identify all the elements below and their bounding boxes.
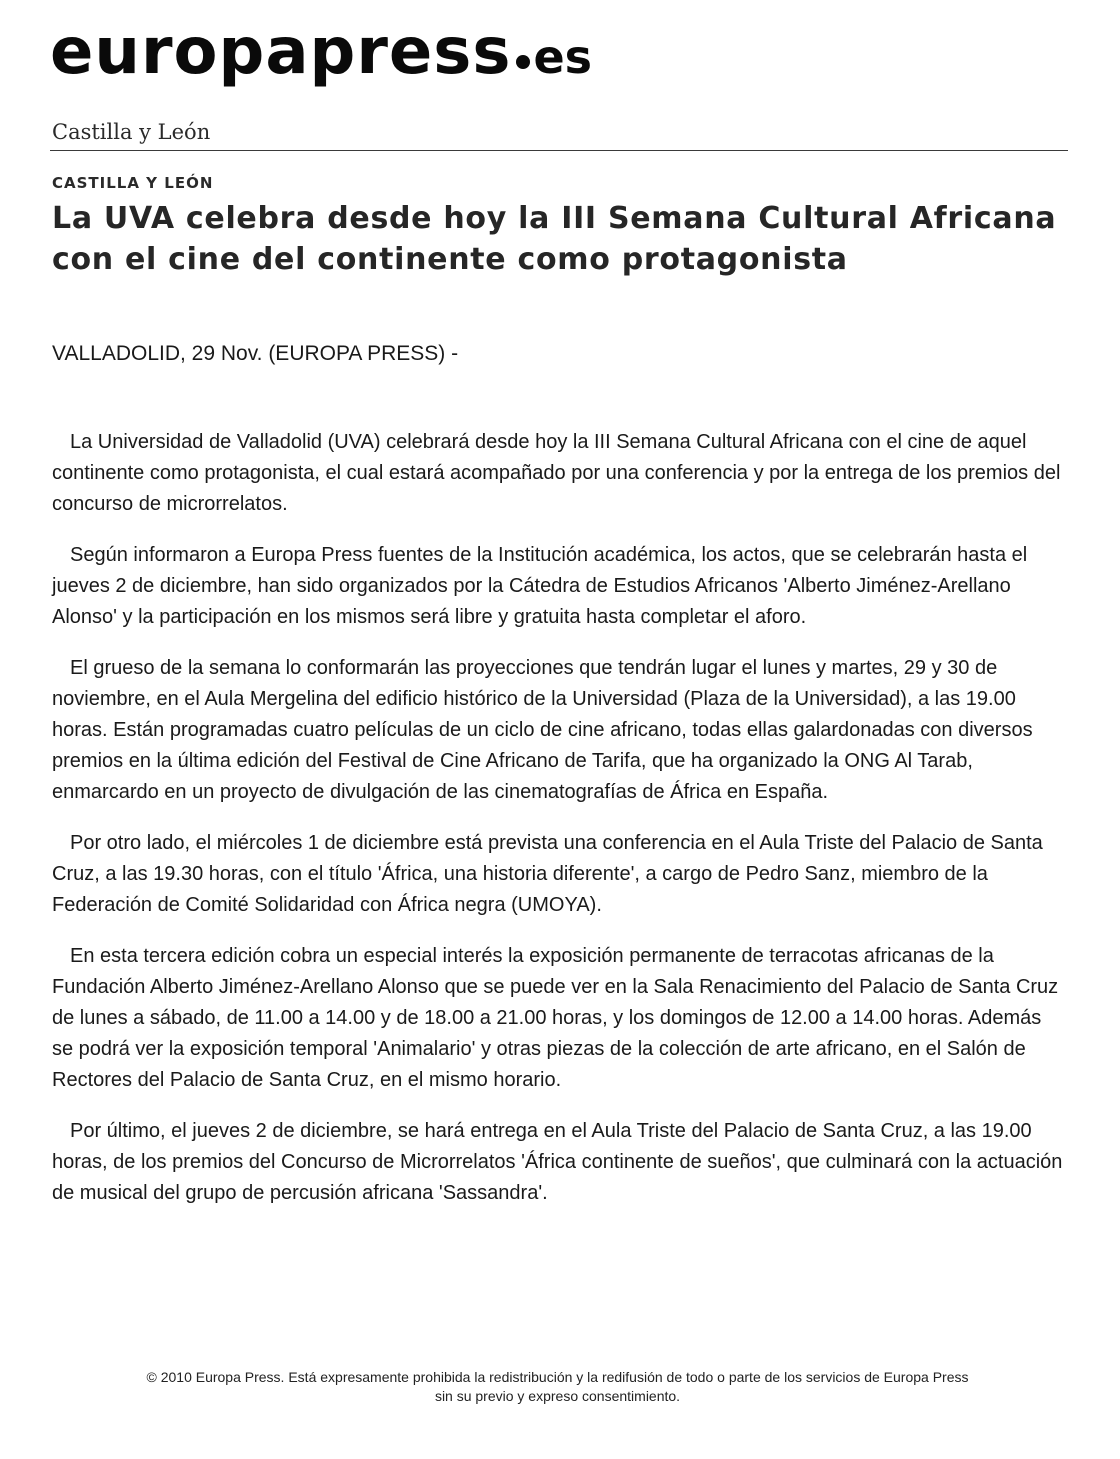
copyright-line-2: sin su previo y expreso consentimiento. xyxy=(434,1388,681,1404)
copyright-footer xyxy=(50,1368,1065,1406)
article-paragraph: La Universidad de Valladolid (UVA) celebrará desde hoy la III Semana Cultural Africana con el cine de aquel continente como protagonista, el cual estará acompañado por una conferencia y por la entrega de los premios del concurso de microrrelatos. xyxy=(52,431,1061,515)
article-paragraph: Por otro lado, el miércoles 1 de diciembre está prevista una conferencia en el Aula Triste del Palacio de Santa Cruz, a las 19.30 horas, con el título 'África, una historia diferente', a cargo de Pedro Sanz, miembro de la Federación de Comité Solidaridad con África negra (UMOYA). xyxy=(52,832,1043,916)
logo-main-text: europapress xyxy=(50,15,512,89)
article-headline: La UVA celebra desde hoy la III Semana Cultural Africana con el cine del continente como protagonista xyxy=(52,201,1057,277)
article-kicker: CASTILLA Y LEÓN xyxy=(52,174,214,192)
europapress-logo xyxy=(50,15,593,89)
logo-dot xyxy=(516,55,530,69)
article-paragraph: El grueso de la semana lo conformarán las proyecciones que tendrán lugar el lunes y martes, 29 y 30 de noviembre, en el Aula Mergelina del edificio histórico de la Universidad (Plaza de la Universidad), a las 19.00 horas. Están programadas cuatro películas de un ciclo de cine africano, todas ellas galardonadas con diversos premios en la última edición del Festival de Cine Africano de Tarifa, que ha organizado la ONG Al Tarab, enmarcardo en un proyecto de divulgación de las cinematografías de África en España. xyxy=(52,657,1033,803)
article-dateline: VALLADOLID, 29 Nov. (EUROPA PRESS) - xyxy=(52,342,459,365)
logo-tld-text: es xyxy=(533,30,593,84)
section-name: Castilla y León xyxy=(52,120,211,144)
copyright-line-1: © 2010 Europa Press. Está expresamente prohibida la redistribución y la redifusión de todo o parte de los servicios de Europa Press xyxy=(146,1369,969,1385)
article-paragraph: Por último, el jueves 2 de diciembre, se hará entrega en el Aula Triste del Palacio de Santa Cruz, a las 19.00 horas, de los premios del Concurso de Microrrelatos 'África continente de sueños', que culminará con la actuación de musical del grupo de percusión africana 'Sassandra'. xyxy=(52,1120,1063,1204)
article-paragraph: Según informaron a Europa Press fuentes de la Institución académica, los actos, que se celebrarán hasta el jueves 2 de diciembre, han sido organizados por la Cátedra de Estudios Africanos 'Alberto Jiménez-Arellano Alonso' y la participación en los mismos será libre y gratuita hasta completar el aforo. xyxy=(52,544,1028,628)
section-divider xyxy=(50,150,1068,151)
article-body xyxy=(52,427,1067,1229)
article-paragraph: En esta tercera edición cobra un especial interés la exposición permanente de terracotas africanas de la Fundación Alberto Jiménez-Arellano Alonso que se puede ver en la Sala Renacimiento del Palacio de Santa Cruz de lunes a sábado, de 11.00 a 14.00 y de 18.00 a 21.00 horas, y los domingos de 12.00 a 14.00 horas. Además se podrá ver la exposición temporal 'Animalario' y otras piezas de la colección de arte africano, en el Salón de Rectores del Palacio de Santa Cruz, en el mismo horario. xyxy=(52,945,1059,1091)
